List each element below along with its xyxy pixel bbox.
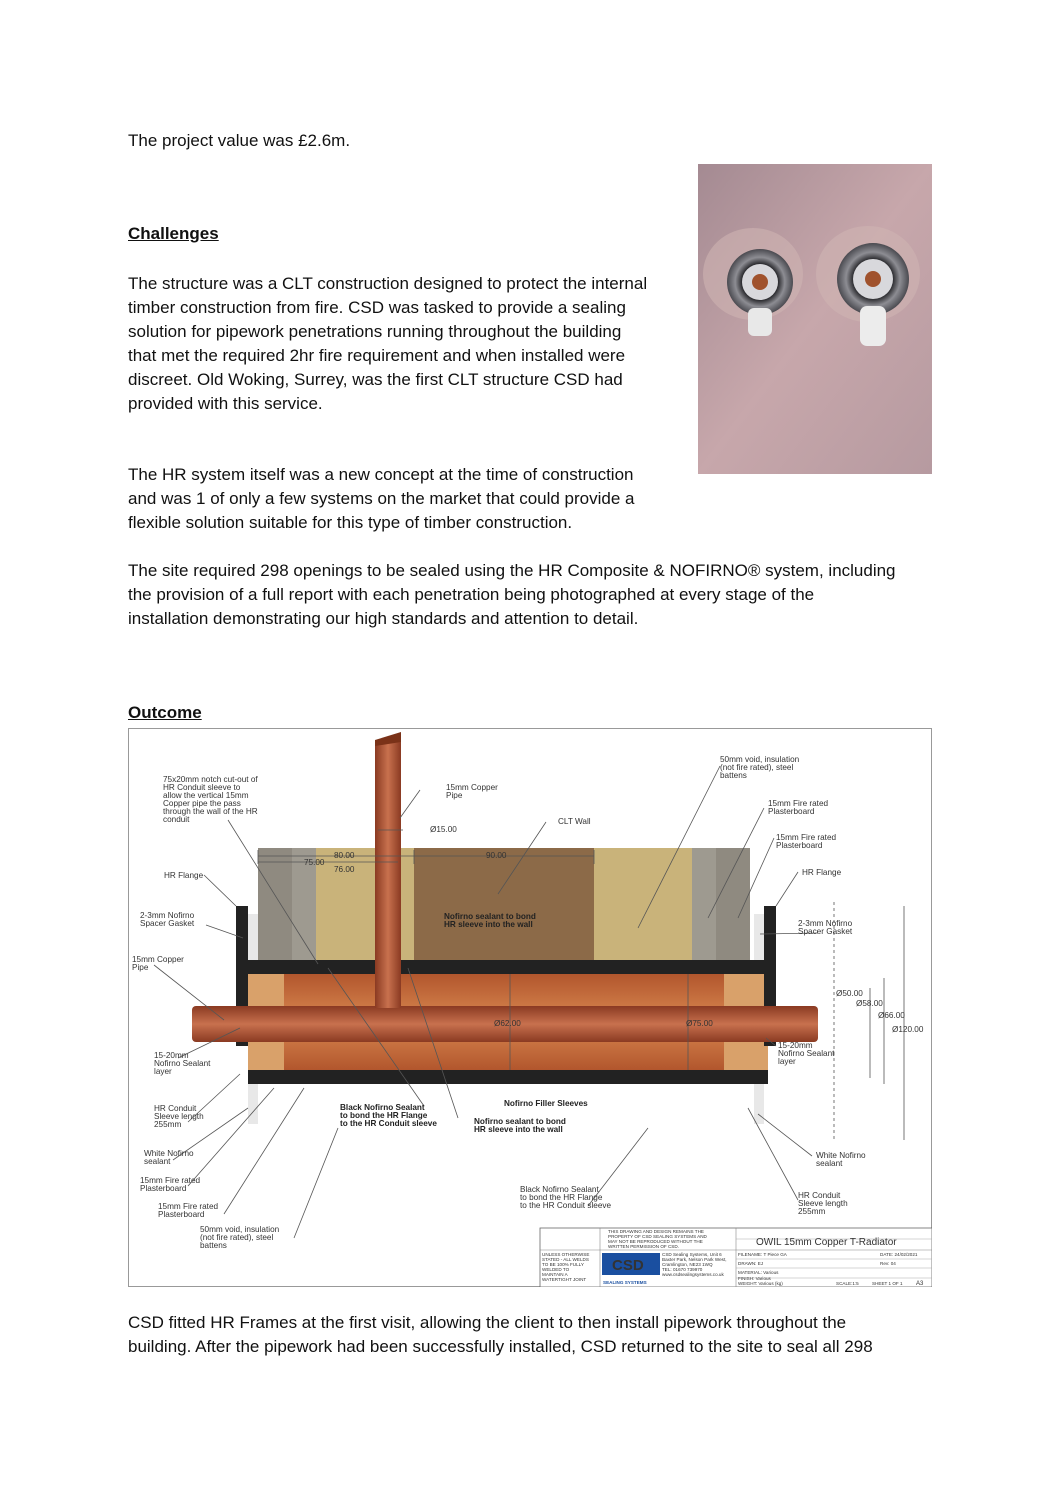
- text-line: timber construction from fire. CSD was tasked to provide a sealing: [128, 298, 626, 317]
- text-line: installation demonstrating our high standards and attention to detail.: [128, 609, 639, 628]
- label-line: Spacer Gasket: [140, 919, 195, 928]
- label-line: Sleeve length: [798, 1199, 848, 1208]
- label-line: layer: [154, 1067, 172, 1076]
- welds-line: STATED - ALL WELDS: [542, 1257, 589, 1262]
- conduit-wall-bottom: [248, 1070, 768, 1084]
- csd-logo: CSD: [612, 1257, 644, 1274]
- outcome-heading: Outcome: [128, 703, 202, 722]
- label-line: to bond the HR Flange: [520, 1193, 603, 1202]
- welds-line: WATERTIGHT JOINT: [542, 1277, 587, 1282]
- gasket-left-bottom: [248, 1084, 258, 1124]
- label-dim-76: 76.00: [334, 865, 355, 874]
- sheet: SHEET 1 OF 1: [872, 1281, 903, 1286]
- label-line: HR sleeve into the wall: [444, 920, 533, 929]
- address-line: Cramlington, NE23 1WQ: [662, 1262, 713, 1267]
- notice-line: MAY NOT BE REPRODUCED WITHOUT THE: [608, 1239, 703, 1244]
- conduit-wall-top: [248, 960, 768, 974]
- weight: WEIGHT: Various (kg): [738, 1281, 783, 1286]
- challenges-paragraph-2: [128, 463, 635, 535]
- notice-line: PROPERTY OF CSD SEALING SYSTEMS AND: [608, 1234, 707, 1239]
- label-dim-90: 90.00: [486, 851, 507, 860]
- label-line: HR Conduit: [154, 1104, 197, 1113]
- label-line: allow the vertical 15mm: [163, 791, 249, 800]
- label-d58: Ø58.00: [856, 999, 883, 1008]
- title-block: [540, 1228, 932, 1287]
- label-line: 255mm: [798, 1207, 826, 1216]
- label-line: to the HR Conduit sleeve: [340, 1119, 437, 1128]
- label-line: Black Nofirno Sealant: [340, 1103, 425, 1112]
- label-line: (not fire rated), steel: [720, 763, 794, 772]
- gasket-left-top: [248, 914, 258, 960]
- label-line: 15mm Fire rated: [768, 799, 829, 808]
- label-dim-80: 80.00: [334, 851, 355, 860]
- challenges-heading: Challenges: [128, 224, 219, 243]
- text-line: provided with this service.: [128, 394, 323, 413]
- label-d66: Ø66.00: [878, 1011, 905, 1020]
- label-gasket-left: [140, 911, 196, 928]
- label-hr-flange-left: HR Flange: [164, 871, 204, 880]
- address-line: TEL: 01670 739970: [662, 1267, 703, 1272]
- label-line: Black Nofirno Sealant: [520, 1185, 599, 1194]
- label-line: Nofirno Sealant: [154, 1059, 211, 1068]
- label-d50: Ø50.00: [836, 989, 863, 998]
- label-line: Plasterboard: [768, 807, 815, 816]
- label-line: 50mm void, insulation: [720, 755, 800, 764]
- label-line: Copper pipe the pass: [163, 799, 241, 808]
- date: DATE: 24/02/2021: [880, 1252, 918, 1257]
- text-line: flexible solution suitable for this type of timber construction.: [128, 513, 573, 532]
- label-line: Plasterboard: [776, 841, 823, 850]
- text-line: The structure was a CLT construction designed to protect the internal: [128, 274, 648, 293]
- revision: Rev: 04: [880, 1261, 896, 1266]
- text-line: discreet. Old Woking, Surrey, was the first CLT structure CSD had: [128, 370, 623, 389]
- label-line: battens: [200, 1241, 227, 1250]
- label-line: Nofirno Sealant: [778, 1049, 835, 1058]
- gasket-right-top: [754, 914, 764, 960]
- label-dim-75: 75.00: [304, 858, 325, 867]
- filename: FILENAME: T Piece GA: [738, 1252, 787, 1257]
- project-value: The project value was £2.6m.: [128, 131, 351, 150]
- label-line: through the wall of the HR: [163, 807, 258, 816]
- installation-photo: [698, 164, 932, 474]
- label-line: White Nofirno: [816, 1151, 866, 1160]
- label-clt-wall: CLT Wall: [558, 817, 591, 826]
- welds-line: TO BE 100% FULLY: [542, 1262, 584, 1267]
- label-line: battens: [720, 771, 747, 780]
- label-line: Nofirno sealant to bond: [444, 912, 536, 921]
- label-line: 15mm Fire rated: [776, 833, 837, 842]
- address-line: www.csdsealingsystems.co.uk: [662, 1272, 724, 1277]
- label-d120: Ø120.00: [892, 1025, 924, 1034]
- label-line: 75x20mm notch cut-out of: [163, 775, 258, 784]
- label-line: Sleeve length: [154, 1112, 204, 1121]
- outcome-paragraph: [128, 1311, 873, 1359]
- label-line: Pipe: [446, 791, 463, 800]
- paper-size: A3: [916, 1281, 924, 1287]
- label-line: HR Conduit: [798, 1191, 841, 1200]
- label-line: 50mm void, insulation: [200, 1225, 280, 1234]
- label-line: (not fire rated), steel: [200, 1233, 274, 1242]
- label-line: 255mm: [154, 1120, 182, 1129]
- label-line: to bond the HR Flange: [340, 1111, 428, 1120]
- label-line: Spacer Gasket: [798, 927, 853, 936]
- label-line: Pipe: [132, 963, 149, 972]
- text-line: the provision of a full report with each penetration being photographed at every stage of the: [128, 585, 815, 604]
- welds-line: WELDED TO: [542, 1267, 570, 1272]
- material: MATERIAL: Various: [738, 1270, 779, 1275]
- label-black-sealant-bottom: [520, 1185, 611, 1210]
- text-line: that met the required 2hr fire requirement and when installed were: [128, 346, 626, 365]
- text-line: The site required 298 openings to be sealed using the HR Composite & NOFIRNO® system, including: [128, 561, 896, 580]
- label-line: 2-3mm Nofirno: [798, 919, 853, 928]
- label-gasket-right: [798, 919, 854, 936]
- label-d75: Ø75.00: [686, 1019, 713, 1028]
- copper-pipe-vertical: [375, 740, 401, 1008]
- welds-line: UNLESS OTHERWISE: [542, 1252, 590, 1257]
- label-nofirno-bond-bottom: [474, 1117, 568, 1134]
- welds-line: MAINTAIN A: [542, 1272, 568, 1277]
- text-line: and was 1 of only a few systems on the market that could provide a: [128, 489, 635, 508]
- text-line: The HR system itself was a new concept at the time of construction: [128, 465, 634, 484]
- label-d62: Ø62.00: [494, 1019, 521, 1028]
- label-line: White Nofirno: [144, 1149, 194, 1158]
- label-line: Plasterboard: [158, 1210, 205, 1219]
- label-nofirno-bond-top: [444, 912, 538, 929]
- label-line: 15mm Copper: [132, 955, 184, 964]
- notice-line: THIS DRAWING AND DESIGN REMAINS THE: [608, 1229, 704, 1234]
- label-line: to the HR Conduit sleeve: [520, 1201, 612, 1210]
- address-line: Baxter Park, Nelson Park West,: [662, 1257, 727, 1262]
- label-line: 15-20mm: [154, 1051, 189, 1060]
- logo-subtitle: SEALING SYSTEMS: [603, 1280, 647, 1285]
- label-d15: Ø15.00: [430, 825, 457, 834]
- finish: FINISH: Various: [738, 1276, 771, 1281]
- notice-line: WRITTEN PERMISSION OF CSD.: [608, 1244, 679, 1249]
- label-black-sealant-left: [340, 1103, 437, 1128]
- address-line: CSD Sealing Systems, Unit 6: [662, 1252, 722, 1257]
- label-line: 15mm Copper: [446, 783, 498, 792]
- challenges-paragraph-1: [128, 272, 647, 416]
- label-line: 15mm Fire rated: [140, 1176, 201, 1185]
- challenges-paragraph-3: [128, 559, 896, 631]
- text-line: CSD fitted HR Frames at the first visit, allowing the client to then install pipework throughout the: [128, 1313, 847, 1332]
- drawn-by: DRAWN: EJ: [738, 1261, 764, 1266]
- label-line: HR sleeve into the wall: [474, 1125, 563, 1134]
- label-line: 15mm Fire rated: [158, 1202, 219, 1211]
- label-line: conduit: [163, 815, 190, 824]
- label-line: Plasterboard: [140, 1184, 187, 1193]
- label-line: 15-20mm: [778, 1041, 813, 1050]
- text-line: building. After the pipework had been successfully installed, CSD returned to the site to seal all 298: [128, 1337, 873, 1356]
- label-line: HR Conduit sleeve to: [163, 783, 241, 792]
- technical-drawing: [128, 728, 932, 1287]
- drawing-title: OWIL 15mm Copper T-Radiator: [756, 1237, 897, 1248]
- label-line: layer: [778, 1057, 796, 1066]
- label-hr-flange-right: HR Flange: [802, 868, 842, 877]
- label-line: sealant: [816, 1159, 843, 1168]
- label-line: Nofirno sealant to bond: [474, 1117, 566, 1126]
- text-line: solution for pipework penetrations running throughout the building: [128, 322, 622, 341]
- label-line: sealant: [144, 1157, 171, 1166]
- label-filler-sleeves: Nofirno Filler Sleeves: [504, 1099, 588, 1108]
- scale: SCALE:1:5: [836, 1281, 859, 1286]
- label-line: 2-3mm Nofirno: [140, 911, 195, 920]
